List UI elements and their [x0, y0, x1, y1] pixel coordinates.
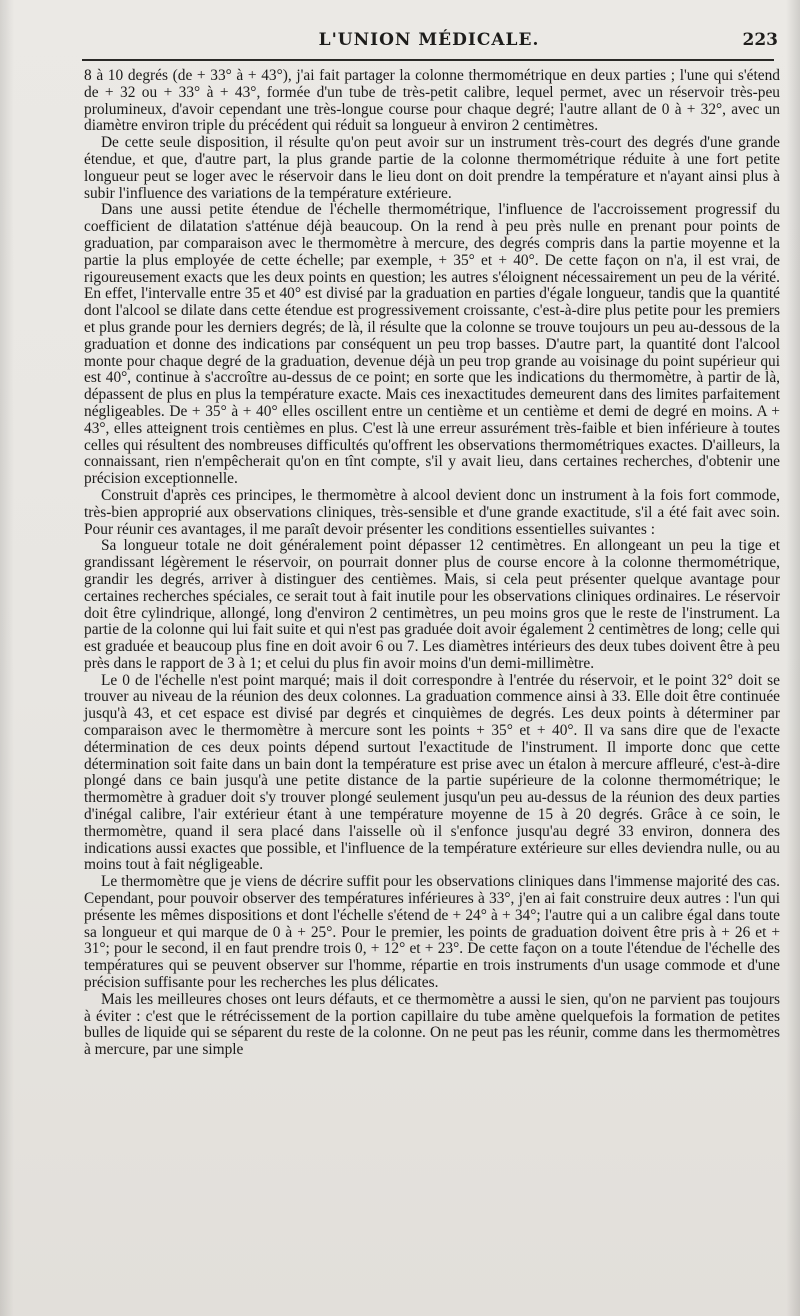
running-title: L'UNION MÉDICALE. [318, 30, 540, 50]
page-right-shadow [786, 0, 800, 1316]
page-header [80, 30, 778, 60]
paragraph: Construit d'après ces principes, le thermomètre à alcool devient donc un instrument à la fois fort commode, très-bien approprié aux observations cliniques, très-sensible et d'une grande exactitude, s'il a été fait avec soin. Pour réunir ces avantages, il me paraît devoir présenter les conditions essentielles suivantes : [84, 486, 780, 538]
page-left-shadow [0, 0, 14, 1316]
paragraph: Mais les meilleures choses ont leurs défauts, et ce thermomètre a aussi le sien, qu'on ne parvient pas toujours à éviter : c'est que le rétrécissement de la portion capillaire du tube amène quelquefois la formation de petites bulles de liquide qui se séparent du reste de la colonne. On ne peut pas les réunir, comme dans les thermomètres à mercure, par une simple [84, 990, 780, 1059]
paragraph: 8 à 10 degrés (de + 33° à + 43°), j'ai fait partager la colonne thermométrique en deux parties ; l'une qui s'étend de + 32 ou + 33° à + 43°, formée d'un tube de très-petit calibre, lequel permet, avec un réservoir très-peu prolumineux, d'avoir cependant une très-longue course pour chaque degré; l'autre allant de 0 à + 32°, avec un diamètre environ triple du précédent qui réduit sa longueur à environ 2 centimètres. [84, 67, 780, 135]
paragraph: Le thermomètre que je viens de décrire suffit pour les observations cliniques dans l'immense majorité des cas. Cependant, pour pouvoir observer des températures inférieures à 33°, j'en ai fait construire deux autres : l'un qui présente les mêmes dispositions et dont l'échelle s'étend de + 24° à + 34°; l'autre qui a un calibre égal dans toute sa longueur et qui marque de 0 à + 25°. Pour le premier, les points de graduation doivent être pris à + 26 et + 31°; pour le second, il en faut prendre trois 0, + 12° et + 23°. De cette façon on a toute l'étendue de l'échelle des températures qui se peuvent observer sur l'homme, répartie en trois instruments d'un usage commode et d'une précision suffisante pour les recherches les plus délicates. [84, 873, 780, 992]
article-body [84, 68, 780, 1059]
page-number: 223 [742, 30, 778, 50]
paragraph: Sa longueur totale ne doit généralement point dépasser 12 centimètres. En allongeant un peu la tige et grandissant légèrement le réservoir, on pourrait donner plus de course encore à la colonne thermométrique, grandir les degrés, arriver à distinguer des centièmes. Mais, si cela peut présenter quelque avantage pour certaines recherches spéciales, ce serait tout à fait inutile pour les observations cliniques ordinaires. Le réservoir doit être cylindrique, allongé, long d'environ 2 centimètres, un peu moins gros que le reste de l'instrument. La partie de la colonne qui lui fait suite et qui n'est pas graduée doit avoir également 2 centimètres de long; celle qui est graduée et beaucoup plus fine en doit avoir 6 ou 7. Les diamètres intérieurs des deux tubes doivent être à peu près dans le rapport de 3 à 1; et celui du plus fin avoir moins d'un demi-millimètre. [84, 537, 780, 672]
paragraph: Dans une aussi petite étendue de l'échelle thermométrique, l'influence de l'accroissement progressif du coefficient de dilatation s'atténue déjà beaucoup. On la rend à peu près nulle en prenant pour points de graduation, par comparaison avec le thermomètre à mercure, des degrés compris dans la partie moyenne et la partie la plus employée de cette échelle; par exemple, + 35° et + 40°. De cette façon on n'a, il est vrai, de rigoureusement exacts que les deux points en question; les autres s'éloignent nécessairement un peu de la vérité. En effet, l'intervalle entre 35 et 40° est divisé par la graduation en parties d'égale longueur, tandis que la quantité dont l'alcool se dilate dans cette étendue est progressivement croissante, c'est-à-dire plus petite pour les premiers et plus grande pour les derniers degrés; de là, il résulte que la colonne se trouve toujours un peu au-dessous de la graduation et donne des indications par conséquent un peu trop basses. D'autre part, la quantité dont l'alcool monte pour chaque degré de la graduation, devenue déjà un peu trop grande au voisinage du point supérieur qui est 40°, continue à s'accroître au-dessus de ce point; en sorte que les indications du thermomètre, à partir de là, dépassent de plus en plus la température exacte. Mais ces inexactitudes demeurent dans des limites parfaitement négligeables. De + 35° à + 40° elles oscillent entre un centième et un centième et demi de degré en moins. A + 43°, elles atteignent trois centièmes en plus. C'est là une erreur assurément très-faible et bien inférieure à toutes celles qui résultent des nombreuses difficultés qu'offrent les observations thermométriques exactes. D'ailleurs, la connaissant, rien n'empêcherait qu'on en tînt compte, s'il y avait lieu, dans certaines recherches, d'obtenir une précision exceptionnelle. [84, 201, 780, 488]
paragraph: Le 0 de l'échelle n'est point marqué; mais il doit correspondre à l'entrée du réservoir, et le point 32° doit se trouver au niveau de la réunion des deux colonnes. La graduation commence ainsi à 33. Elle doit être continuée jusqu'à 43, et cet espace est divisé par degrés et cinquièmes de degrés. Les deux points à déterminer par comparaison avec le thermomètre à mercure sont les points + 35° et + 40°. Il va sans dire que de l'exacte détermination de ces deux points dépend surtout l'exactitude de l'instrument. Il importe donc que cette détermination soit faite dans un bain dont la température est prise avec un étalon à mercure affleuré, c'est-à-dire plongé dans ce bain jusqu'à une petite distance de la partie supérieure de la colonne thermométrique; le thermomètre à graduer doit s'y trouver plongé seulement jusqu'un peu au-dessus de la réunion des deux parties d'inégal calibre, l'air extérieur étant à une température moyenne de 15 à 20 degrés. Grâce à ce soin, le thermomètre, quand il sera placé dans l'aisselle où il s'enfonce jusqu'au degré 33 environ, donnera des indications aussi exactes que possible, et l'influence de la température extérieure sur elles deviendra nulle, ou au moins tout à fait négligeable. [84, 671, 780, 874]
paragraph: De cette seule disposition, il résulte qu'on peut avoir sur un instrument très-court des degrés d'une grande étendue, et que, d'autre part, la plus grande partie de la colonne thermométrique réduite à une fort petite longueur peut se loger avec le réservoir dans le lieu dont on doit prendre la température et n'ayant ainsi plus à subir l'influence des variations de la température extérieure. [84, 134, 780, 202]
header-rule [82, 59, 774, 61]
